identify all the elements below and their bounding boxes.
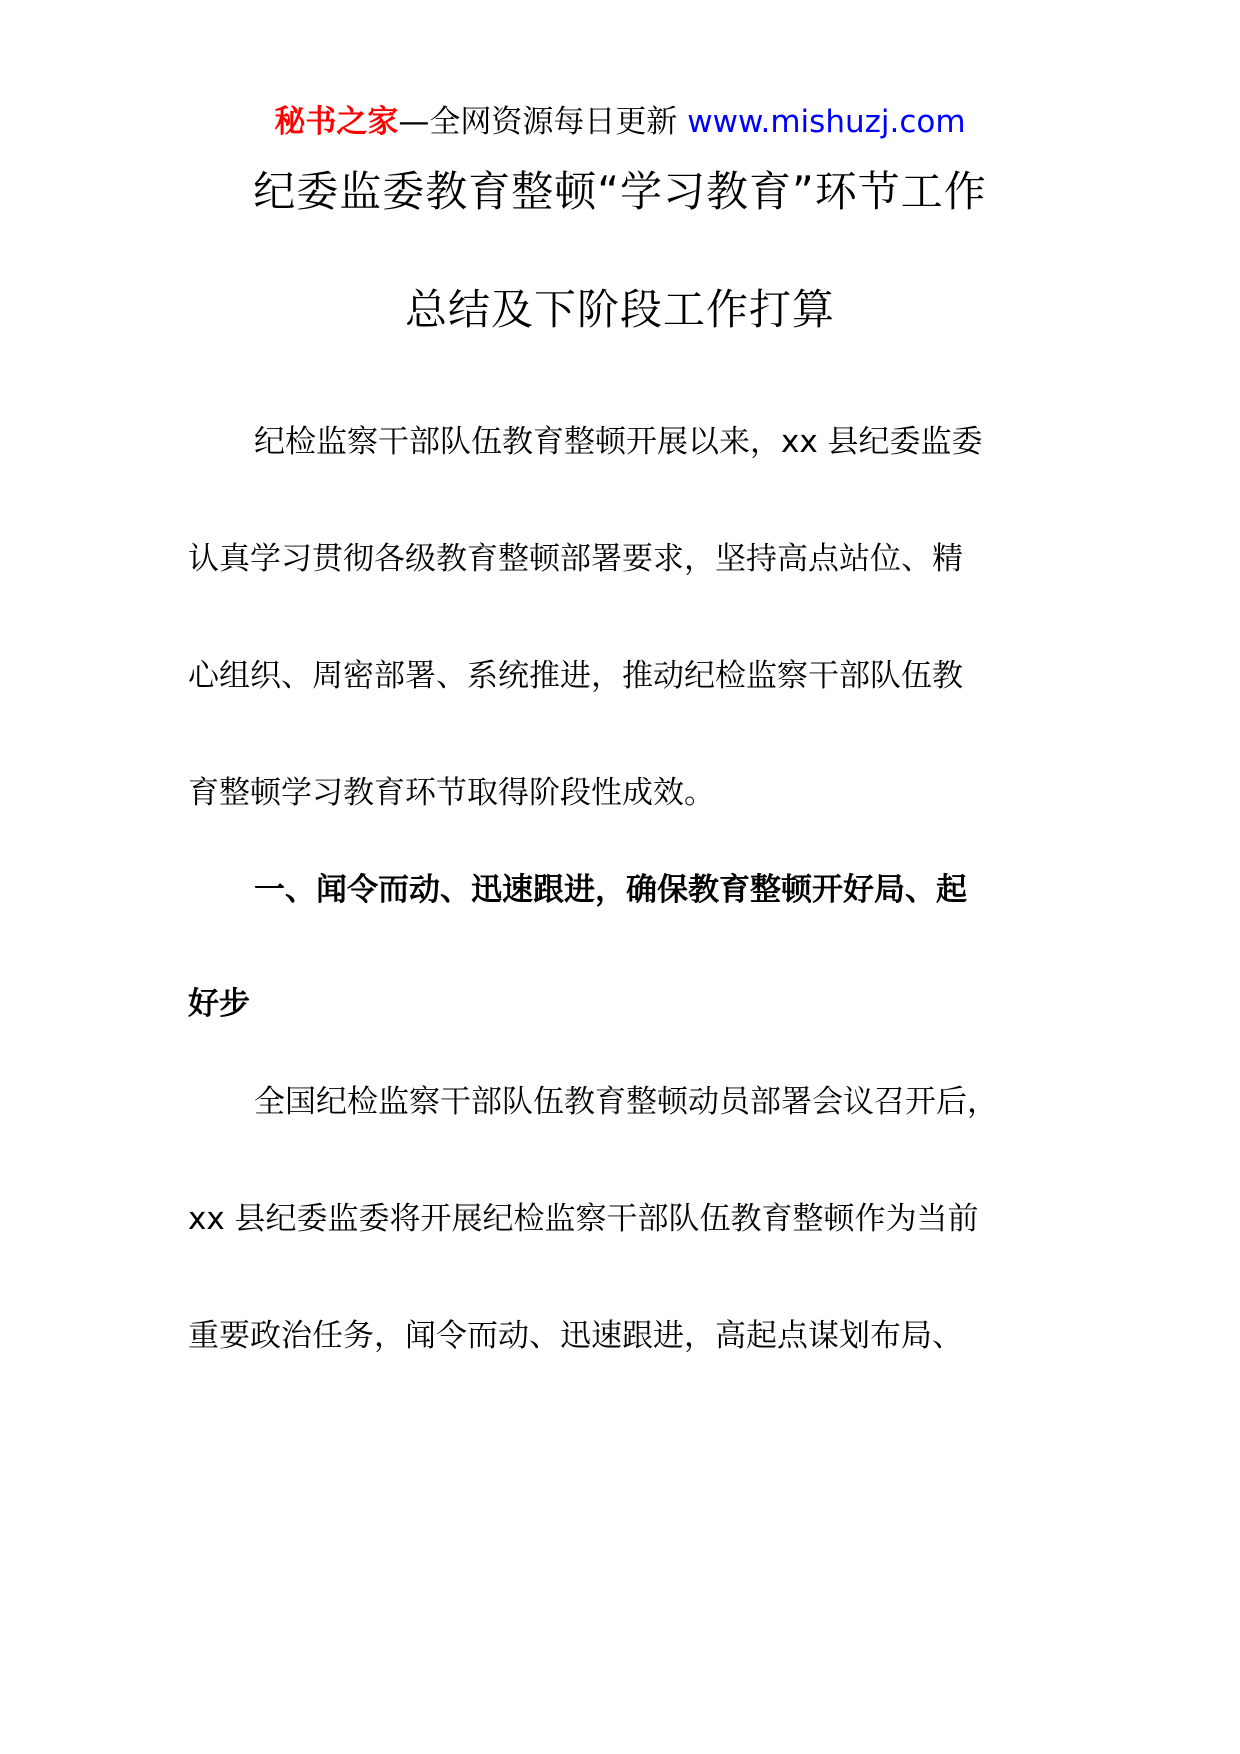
section-heading-line-1: 一、闻令而动、迅速跟进，确保教育整顿开好局、起 [254,872,967,908]
paragraph-2-line-3: 重要政治任务，闻令而动、迅速跟进，高起点谋划布局、 [188,1318,963,1354]
document-title-line-1: 纪委监委教育整顿“学习教育”环节工作 [253,167,987,216]
site-url-link[interactable]: www.mishuzj.com [687,104,966,140]
site-header [0,100,1240,144]
site-slogan: —全网资源每日更新 [398,104,688,140]
paragraph-1-line-4: 育整顿学习教育环节取得阶段性成效。 [188,775,715,811]
site-brand: 秘书之家 [274,104,399,140]
paragraph-1-line-3: 心组织、周密部署、系统推进，推动纪检监察干部队伍教 [188,658,963,694]
paragraph-2-line-1: 全国纪检监察干部队伍教育整顿动员部署会议召开后， [254,1084,998,1120]
paragraph-2-line-2: xx 县纪委监委将开展纪检监察干部队伍教育整顿作为当前 [188,1201,979,1237]
paragraph-1-line-2: 认真学习贯彻各级教育整顿部署要求，坚持高点站位、精 [188,541,963,577]
document-title-line-2: 总结及下阶段工作打算 [404,285,835,334]
section-heading-line-2: 好步 [188,986,250,1022]
paragraph-1-line-1: 纪检监察干部队伍教育整顿开展以来，xx 县纪委监委 [254,424,983,460]
